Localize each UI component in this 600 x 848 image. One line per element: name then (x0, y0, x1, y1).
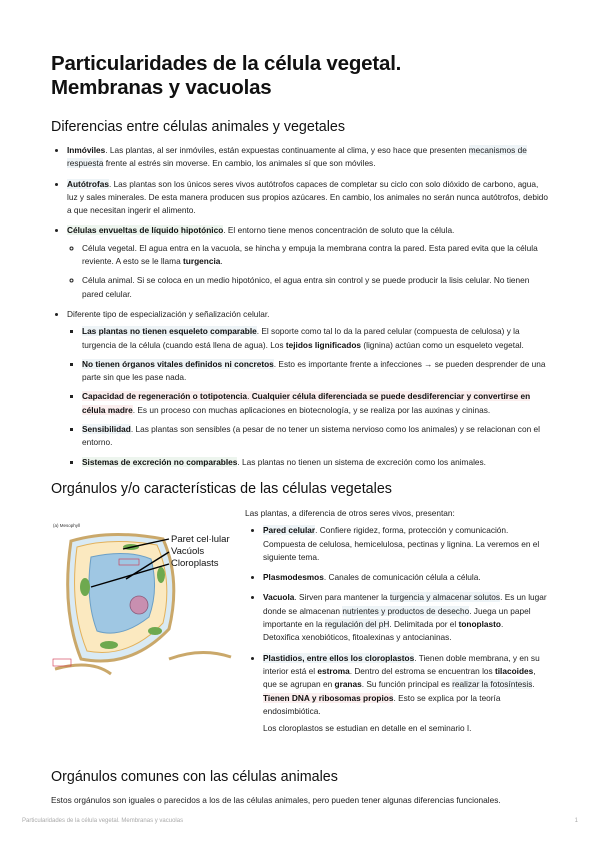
sub-list-item: ▪ Sistemas de excreción no comparables. Las plantas no tienen un sistema de excreción como los animales. (82, 456, 551, 469)
list-item: • Vacuola. Sirven para mantener la turgencia y almacenar solutos. Es un lugar donde se almacenan nutrientes y productos de desecho. Juega un papel importante en la regulación del pH. Delimitada por el tonoplasto. Detoxifica xenobióticos, fitoalexinas y antocianinas. (263, 591, 551, 644)
chloroplast-shape (80, 578, 90, 596)
footer-title: Particularidades de la célula vegetal. Membranas y vacuolas (22, 818, 184, 824)
section-heading-organelles: Orgánulos y/o características de las células vegetales (51, 480, 392, 497)
sub-paragraph: Tienen DNA y ribosomas propios. Esto se explica por la teoría endosimbiótica. (263, 692, 501, 716)
figure-arrow-label: Vacúols (171, 545, 205, 557)
sub-list-item: ▪ No tienen órganos vitales definidos ni concretos. Esto es importante frente a infecciones → se pueden desprender de una parte sin que les pase nada. (82, 358, 551, 385)
list-item: • Plasmodesmos. Canales de comunicación célula a célula. (263, 571, 551, 584)
figure-arrow-label: Cloroplasts (171, 557, 219, 569)
document-page (51, 52, 551, 807)
nucleus-shape (130, 596, 148, 614)
sub-list-item: ◦ Célula animal. Si se coloca en un medio hipotónico, el agua entra sin control y se puede producir la lisis celular. No tienen pared celular. (82, 274, 551, 301)
page-number: 1 (574, 818, 578, 824)
organelles-list (245, 524, 551, 735)
figure-arrow-label: Paret cel·lular (171, 533, 230, 545)
sub-list-item: ▪ Sensibilidad. Las plantas son sensibles (a pesar de no tener un sistema nervioso como los animales) y se relacionan con el entorno. (82, 423, 551, 450)
list-item: • Células envueltas de líquido hipotónico. El entorno tiene menos concentración de soluto que la célula. ◦ Célula vegetal. El agua entra en la vacuola, se hincha y empuja la membrana contra la pared. Esta pared evita que la célula reviente. A esto se le llama turgencia. ◦ Célula animal. Si se coloca en un medio hipotónico, el agua entra sin control y se puede producir la lisis celular. No tienen pared celular. (67, 224, 551, 300)
list-item: • Inmóviles. Las plantas, al ser inmóviles, están expuestas continuamente al clima, y eso hace que presenten mecanismos de respuesta frente al estrés sin moverse. En cambio, los animales sí que son móviles. (67, 144, 551, 171)
sub-list-item: ◦ Célula vegetal. El agua entra en la vacuola, se hincha y empuja la membrana contra la pared. Esta pared evita que la célula reviente. A esto se le llama turgencia. (82, 242, 551, 269)
list-item: • Autótrofas. Las plantas son los únicos seres vivos autótrofos capaces de completar su ciclo con solo dióxido de carbono, agua, luz y sales minerales. De esta manera producen sus propios azúcares. En cambio, los animales no serán nunca autótrofos, debido a que necesitan ingerir el alimento. (67, 178, 551, 218)
organelles-text-column (245, 507, 551, 742)
organelles-intro: Las plantas, a diferencia de otros seres vivos, presentan: (245, 507, 455, 518)
plant-cell-figure (51, 519, 233, 677)
list-item: • Plastidios, entre ellos los cloroplastos. Tienen doble membrana, y en su interior está el estroma. Dentro del estroma se encuentran los tilacoides, que se agrupan en granas. Su función principal es realizar la fotosíntesis. Tienen DNA y ribosomas propios. Esto se explica por la teoría endosimbiótica. Los cloroplastos se estudian en detalle en el seminario I. (263, 652, 551, 736)
list-item: • Pared celular. Confiere rigidez, forma, protección y comunicación. Compuesta de celulosa, hemicelulosa, pectinas y lignina. La veremos en el siguiente tema. (263, 524, 551, 564)
section-heading-common-organelles: Orgánulos comunes con las células animales (51, 768, 338, 785)
sub-paragraph: Detoxifica xenobióticos, fitoalexinas y antocianinas. (263, 632, 452, 643)
sub-paragraph: Los cloroplastos se estudian en detalle en el seminario I. (263, 723, 472, 734)
page-title: Particularidades de la célula vegetal. Membranas y vacuolas (51, 52, 402, 99)
list-item: • Diferente tipo de especialización y señalización celular. ▪ Las plantas no tienen esqueleto comparable. El soporte como tal lo da la pared celular (compuesta de celulosa) y la turgencia de la célula (cuando está llena de agua). Los tejidos lignificados (lignina) actúan como un esqueleto vegetal. ▪ No tienen órganos vitales definidos ni concretos. Esto es importante frente a infecciones → se pueden desprender de una parte sin que les pase nada. ▪ Capacidad de regeneración o totipotencia. Cualquier célula diferenciada se puede desdiferenciar y convertirse en célula madre. Es un proceso con muchas aplicaciones en biotecnología, y se realiza por las auxinas y cininas. ▪ Sensibilidad. Las plantas son sensibles (a pesar de no tener un sistema nervioso como los animales) y se relacionan con el entorno. ▪ Sistemas de excreción no comparables. Las plantas no tienen un sistema de excreción como los animales. (67, 308, 551, 469)
section-text: Estos orgánulos son iguales o parecidos a los de las células animales, pero pueden tener algunas diferencias funcionales. (51, 794, 501, 805)
sub-list-item: ▪ Las plantas no tienen esqueleto comparable. El soporte como tal lo da la pared celular (compuesta de celulosa) y la turgencia de la célula (cuando está llena de agua). Los tejidos lignificados (lignina) actúan como un esqueleto vegetal. (82, 325, 551, 352)
sub-list-item: ▪ Capacidad de regeneración o totipotencia. Cualquier célula diferenciada se puede desdiferenciar y convertirse en célula madre. Es un proceso con muchas aplicaciones en biotecnología, y se realiza por las auxinas y cininas. (82, 390, 551, 417)
organelles-section (51, 507, 551, 757)
section-heading-differences: Diferencias entre células animales y vegetales (51, 119, 346, 135)
figure-label: (a) Mesophyll (53, 522, 81, 528)
differences-list (51, 144, 551, 469)
page-footer (22, 818, 578, 824)
